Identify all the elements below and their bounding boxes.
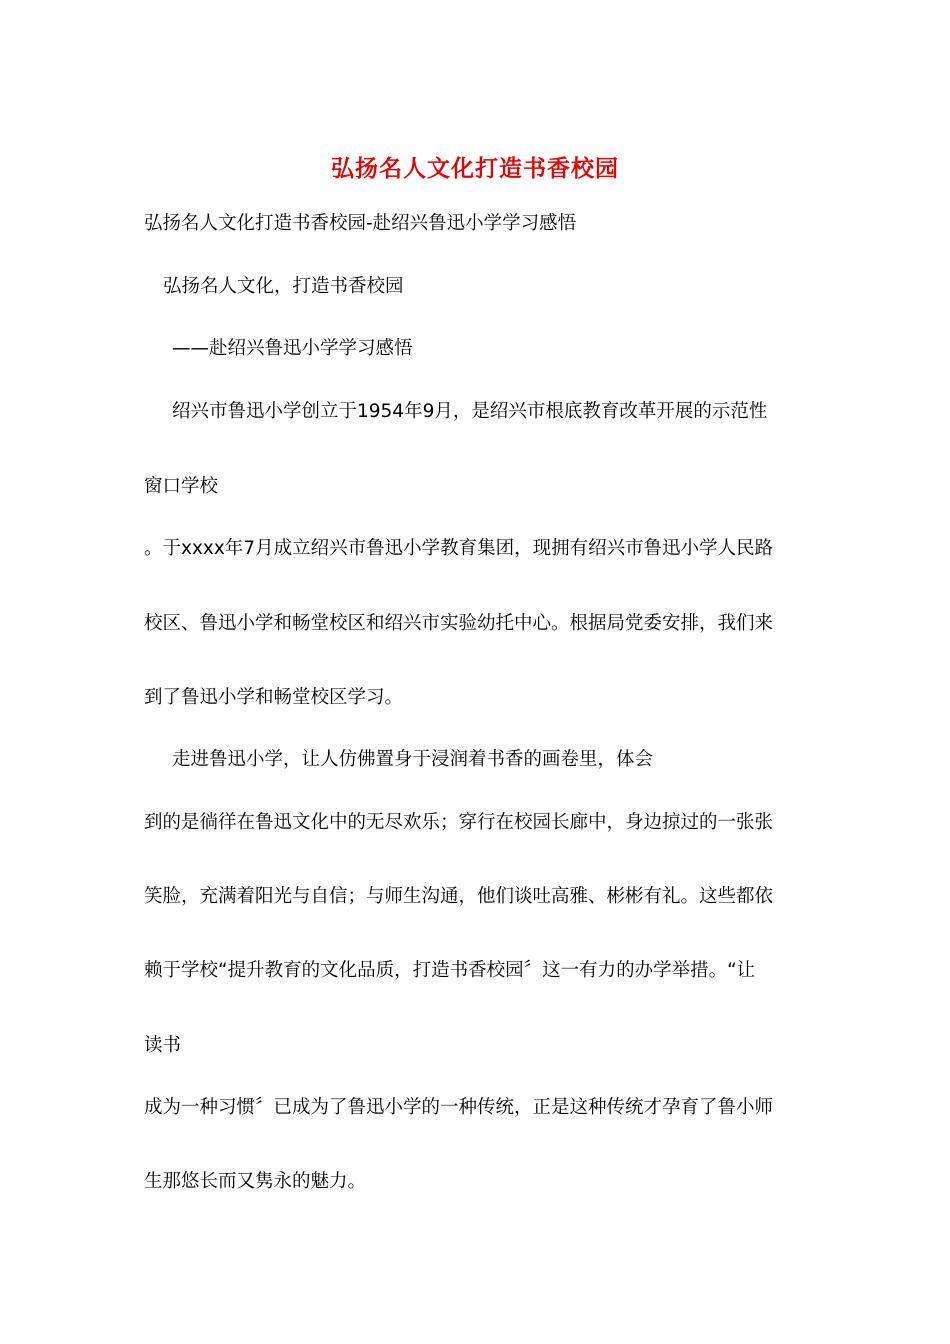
heading-sub: ——赴绍兴鲁迅小学学习感悟: [172, 338, 413, 359]
paragraph1-line: 到了鲁迅小学和畅堂校区学习。: [144, 687, 404, 708]
paragraph1-line: 绍兴市鲁迅小学创立于1954年9月，是绍兴市根底教育改革开展的示范性: [172, 401, 768, 422]
paragraph1-line: 窗口学校: [144, 476, 219, 497]
paragraph2-line: 走进鲁迅小学，让人仿佛置身于浸润着书香的画卷里，体会: [172, 749, 654, 770]
paragraph1-line: 。于xxxx年7月成立绍兴市鲁迅小学教育集团，现拥有绍兴市鲁迅小学人民路: [144, 538, 774, 559]
paragraph2-line: 赖于学校“提升教育的文化品质，打造书香校园〞这一有力的办学举措。“让: [144, 960, 756, 981]
document-subtitle: 弘扬名人文化打造书香校园-赴绍兴鲁迅小学学习感悟: [144, 213, 577, 234]
paragraph1-line: 校区、鲁迅小学和畅堂校区和绍兴市实验幼托中心。根据局党委安排，我们来: [144, 613, 774, 634]
paragraph2-line: 读书: [144, 1035, 182, 1056]
paragraph2-line: 成为一种习惯〞已成为了鲁迅小学的一种传统，正是这种传统才孕育了鲁小师: [144, 1097, 774, 1118]
paragraph2-line: 笑脸，充满着阳光与自信；与师生沟通，他们谈吐高雅、彬彬有礼。这些都依: [144, 886, 774, 907]
heading-main: 弘扬名人文化，打造书香校园: [163, 276, 404, 297]
paragraph2-line: 到的是徜徉在鲁迅文化中的无尽欢乐；穿行在校园长廊中，身边掠过的一张张: [144, 812, 774, 833]
paragraph2-line: 生那悠长而又隽永的魅力。: [144, 1171, 367, 1192]
document-title: 弘扬名人文化打造书香校园: [331, 156, 619, 182]
